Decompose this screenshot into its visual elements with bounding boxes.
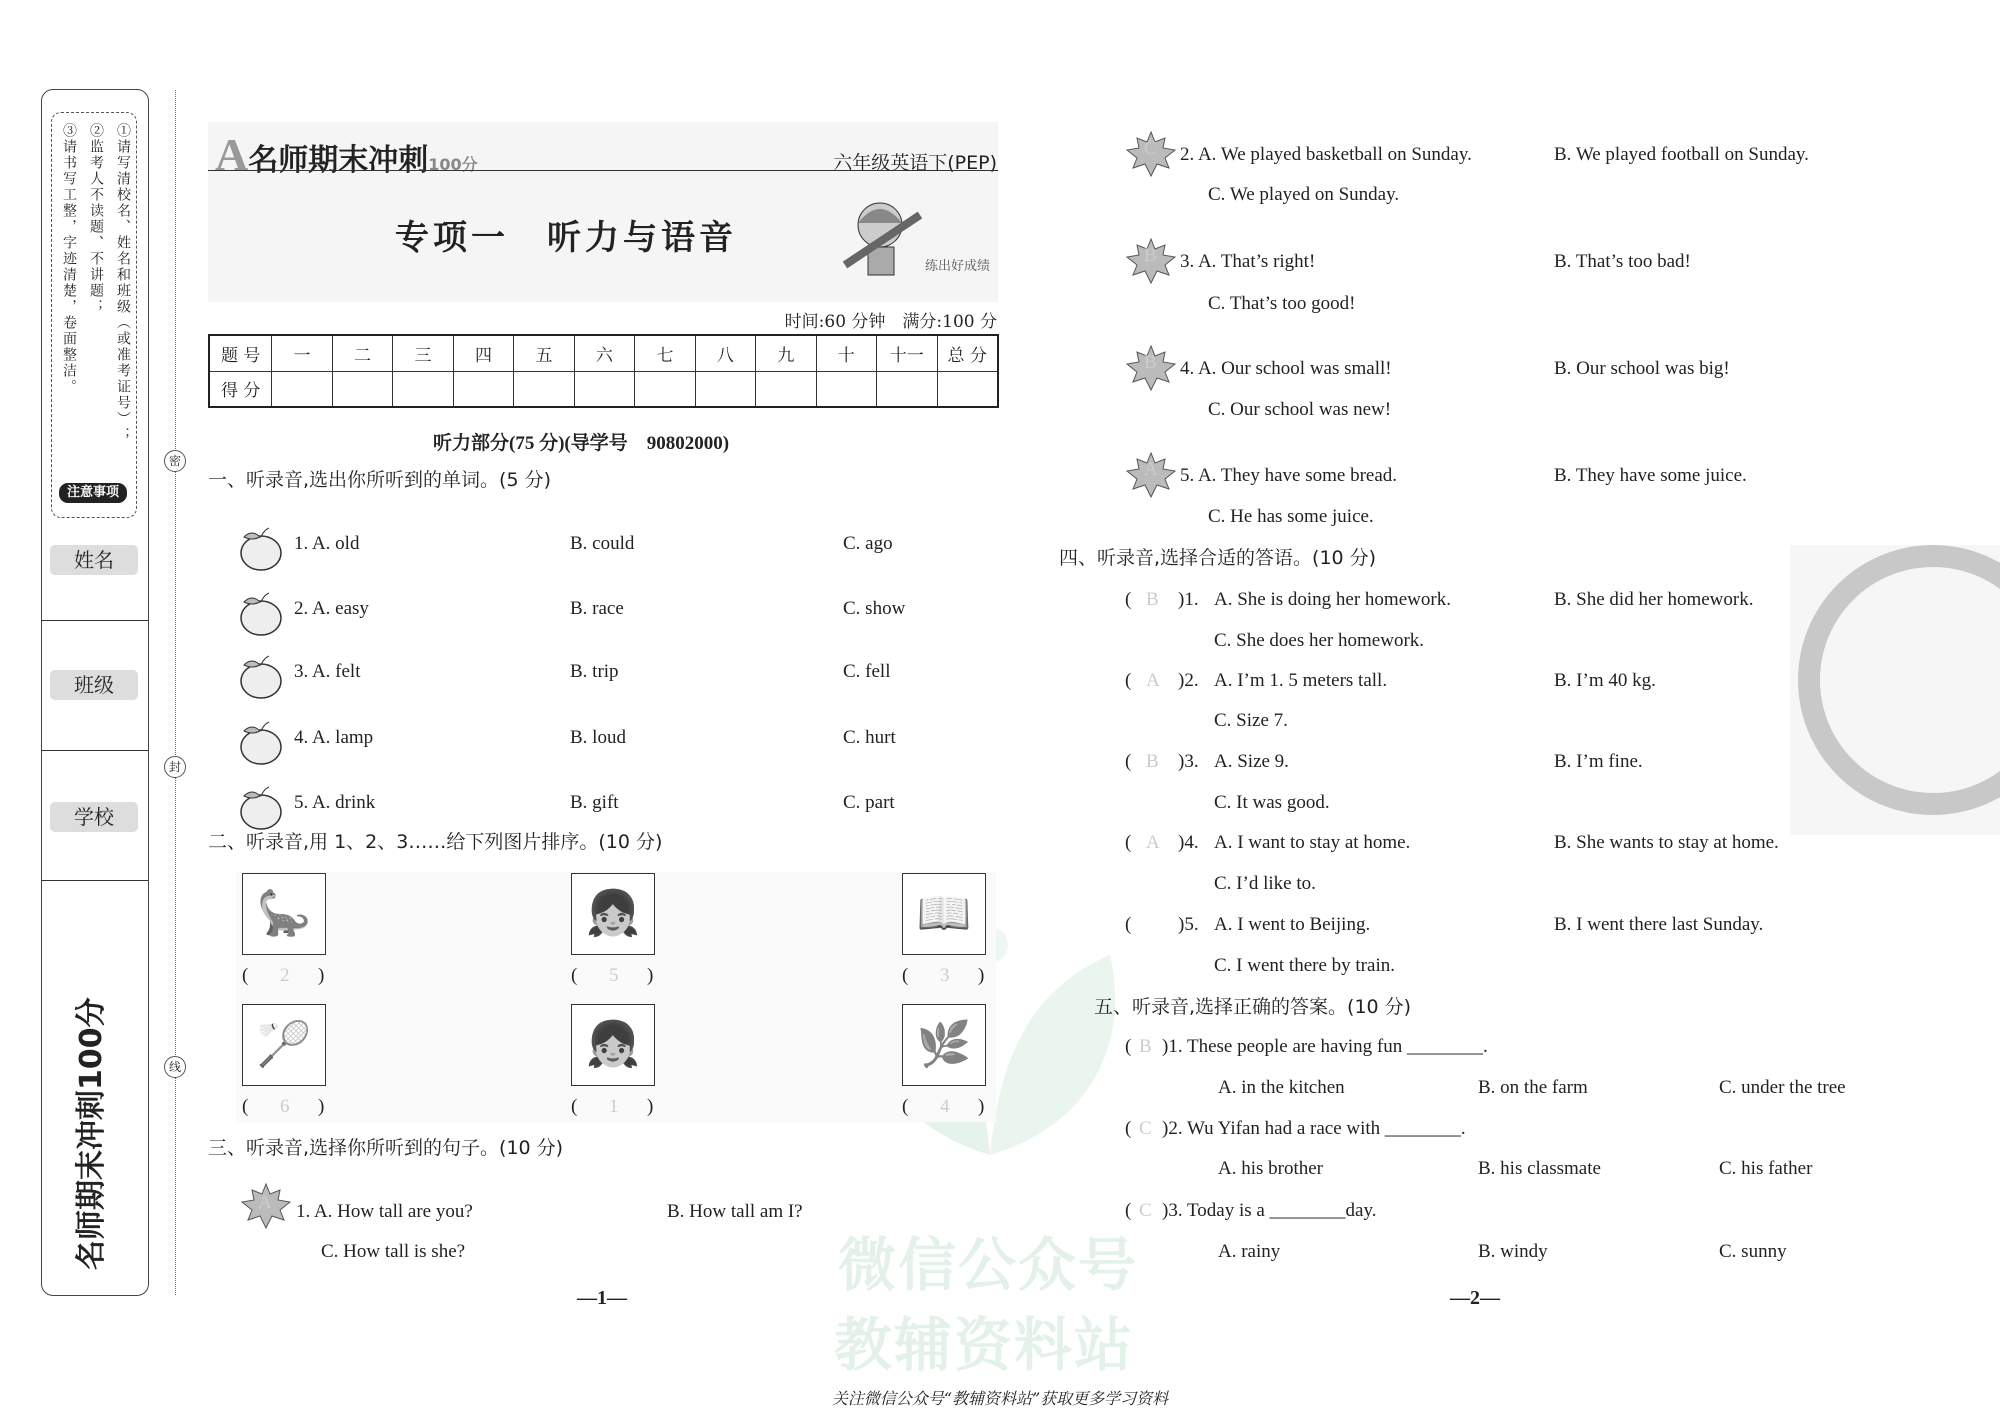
score-table-header-cell: 题 号 <box>209 335 272 371</box>
brand-logo: A名师期末冲刺100分 <box>215 129 478 180</box>
paren-close: ) <box>647 1096 654 1117</box>
score-cell[interactable] <box>514 371 574 407</box>
part4-option-a: A. I want to stay at home. <box>1214 832 1411 853</box>
order-answer-field[interactable]: 2 <box>280 965 290 986</box>
score-table-header-cell: 九 <box>756 335 816 371</box>
question-number: )4. <box>1178 832 1199 853</box>
girl-washing-picture: 👧 <box>571 873 655 955</box>
score-table-header-cell: 六 <box>574 335 634 371</box>
part3-option-b: B. We played football on Sunday. <box>1554 144 1809 165</box>
order-answer-field[interactable]: 3 <box>940 965 950 986</box>
paren-close: ) <box>647 965 654 986</box>
watermark-text-site: 教辅资料站 <box>834 1311 1135 1379</box>
part3-option-c: C. Our school was new! <box>1208 399 1392 420</box>
paren-open: ( <box>1125 670 1132 691</box>
apple-icon <box>238 719 284 765</box>
part1-option-b: B. gift <box>570 792 619 813</box>
score-table-score-row <box>209 371 998 407</box>
part4-option-b: B. I went there last Sunday. <box>1554 914 1764 935</box>
part4-option-c: C. I’d like to. <box>1214 873 1316 894</box>
part3-option-b: B. How tall am I? <box>667 1201 803 1222</box>
part3-option-a: 3. A. That’s right! <box>1180 251 1316 272</box>
part3-option-a: 1. A. How tall are you? <box>296 1201 473 1222</box>
paren-open: ( <box>571 1096 578 1117</box>
part4-option-c: C. She does her homework. <box>1214 630 1425 651</box>
notice-line-1: ①请写清校名、姓名和班级（或准考证号）； <box>115 123 131 443</box>
class-field-label: 班级 <box>50 670 138 700</box>
score-cell[interactable] <box>816 371 876 407</box>
answer-field-4-4[interactable]: A <box>1146 832 1160 853</box>
answer-field-5-1[interactable]: B <box>1139 1036 1152 1057</box>
part1-option-a: 2. A. easy <box>294 598 369 619</box>
part4-option-b: B. She wants to stay at home. <box>1554 832 1779 853</box>
part5-option-a: A. his brother <box>1218 1158 1324 1179</box>
paren-open: ( <box>902 965 909 986</box>
part4-option-a: A. I went to Beijing. <box>1214 914 1371 935</box>
paren-open: ( <box>1125 751 1132 772</box>
binding-sidebar <box>41 89 149 1296</box>
score-cell[interactable] <box>695 371 755 407</box>
paren-open: ( <box>902 1096 909 1117</box>
part5-option-b: B. his classmate <box>1478 1158 1601 1179</box>
part3-option-c: C. That’s too good! <box>1208 293 1356 314</box>
part3-option-b: B. That’s too bad! <box>1554 251 1691 272</box>
order-answer-field[interactable]: 1 <box>609 1096 619 1117</box>
part1-option-c: C. ago <box>843 533 893 554</box>
part5-option-c: C. sunny <box>1719 1241 1787 1262</box>
part4-option-c: C. I went there by train. <box>1214 955 1395 976</box>
paren-close: ) <box>978 1096 985 1117</box>
answer-field-3-4: B <box>1144 352 1157 373</box>
part5-option-a: A. rainy <box>1218 1241 1281 1262</box>
part4-option-c: C. Size 7. <box>1214 710 1288 731</box>
score-cell[interactable] <box>272 371 332 407</box>
score-table-header-cell: 十一 <box>877 335 937 371</box>
footer-note: 关注微信公众号“教辅资料站”获取更多学习资料 <box>831 1389 1169 1408</box>
paren-open: ( <box>1125 1118 1132 1139</box>
seal-xian: 线 <box>164 1056 186 1078</box>
notice-line-3: ③请书写工整，字迹清楚，卷面整洁。 <box>61 123 77 395</box>
paren-close: ) <box>318 965 325 986</box>
paren-open: ( <box>1125 589 1132 610</box>
part4-option-a: A. Size 9. <box>1214 751 1289 772</box>
order-answer-field[interactable]: 6 <box>280 1096 290 1117</box>
score-table-header-cell: 三 <box>393 335 453 371</box>
brand-score: 100分 <box>428 155 478 174</box>
part1-option-a: 4. A. lamp <box>294 727 374 748</box>
part1-option-c: C. fell <box>843 661 891 682</box>
part1-option-b: B. could <box>570 533 635 554</box>
score-table-header-cell: 十 <box>816 335 876 371</box>
part5-question: )3. Today is a ________day. <box>1162 1200 1377 1221</box>
part1-option-c: C. hurt <box>843 727 896 748</box>
part4-option-b: B. I’m fine. <box>1554 751 1643 772</box>
time-and-score-info: 时间:60 分钟 满分:100 分 <box>784 312 997 332</box>
name-field-label: 姓名 <box>50 545 138 575</box>
score-cell[interactable] <box>332 371 392 407</box>
part5-option-c: C. under the tree <box>1719 1077 1846 1098</box>
part3-option-c: C. He has some juice. <box>1208 506 1374 527</box>
part2-heading: 二、听录音,用 1、2、3……给下列图片排序。(10 分) <box>208 831 663 853</box>
part3-option-a: 5. A. They have some bread. <box>1180 465 1398 486</box>
part5-question: )1. These people are having fun ________. <box>1162 1036 1488 1057</box>
seal-mi: 密 <box>164 450 186 472</box>
part3-option-c: C. We played on Sunday. <box>1208 184 1400 205</box>
part5-option-a: A. in the kitchen <box>1218 1077 1345 1098</box>
part1-option-b: B. loud <box>570 727 626 748</box>
part4-heading: 四、听录音,选择合适的答语。(10 分) <box>1059 547 1377 569</box>
brand-name: 名师期末冲刺 <box>248 143 429 178</box>
paren-open: ( <box>242 1096 249 1117</box>
answer-field-4-1[interactable]: B <box>1146 589 1159 610</box>
apple-icon <box>238 525 284 571</box>
score-table-header-cell: 五 <box>514 335 574 371</box>
answer-field-4-3[interactable]: B <box>1146 751 1159 772</box>
score-table-header-cell: 二 <box>332 335 392 371</box>
score-cell[interactable] <box>453 371 513 407</box>
answer-field-3-5: A <box>1144 459 1158 480</box>
apple-icon <box>238 590 284 636</box>
part5-option-b: B. windy <box>1478 1241 1548 1262</box>
score-cell[interactable] <box>877 371 937 407</box>
question-number: )2. <box>1178 670 1199 691</box>
part3-option-c: C. How tall is she? <box>321 1241 466 1262</box>
order-answer-field[interactable]: 5 <box>609 965 619 986</box>
notice-title: 注意事项 <box>59 483 127 503</box>
part5-question: )2. Wu Yifan had a race with ________. <box>1162 1118 1466 1139</box>
mascot-slogan: 练出好成绩 <box>925 259 991 274</box>
score-table-header-cell: 总 分 <box>937 335 998 371</box>
score-cell[interactable] <box>393 371 453 407</box>
seal-feng: 封 <box>164 756 186 778</box>
page-title: 专项一 听力与语音 <box>395 218 737 258</box>
sidebar-brand-logo: 名师期末冲刺100分 <box>74 997 109 1270</box>
part1-heading: 一、听录音,选出你所听到的单词。(5 分) <box>208 469 551 491</box>
paren-open: ( <box>1125 1200 1132 1221</box>
part1-option-a: 3. A. felt <box>294 661 361 682</box>
score-label: 得 分 <box>209 371 272 407</box>
part5-option-b: B. on the farm <box>1478 1077 1588 1098</box>
part4-option-b: B. I’m 40 kg. <box>1554 670 1656 691</box>
paren-open: ( <box>1125 1036 1132 1057</box>
watermark-text-wechat: 微信公众号 <box>838 1231 1139 1299</box>
part4-option-a: A. She is doing her homework. <box>1214 589 1451 610</box>
paren-open: ( <box>571 965 578 986</box>
answer-field-5-2[interactable]: C <box>1139 1118 1152 1139</box>
part3-option-b: B. They have some juice. <box>1554 465 1747 486</box>
score-cell[interactable] <box>756 371 816 407</box>
answer-field-3-2: C <box>1144 138 1157 159</box>
part4-option-a: A. I’m 1. 5 meters tall. <box>1214 670 1388 691</box>
part3-heading: 三、听录音,选择你所听到的句子。(10 分) <box>208 1137 564 1159</box>
answer-field-3-1: A <box>258 1192 272 1213</box>
score-table-header-cell: 七 <box>635 335 695 371</box>
notice-line-2: ②监考人不读题、不讲题； <box>88 123 104 315</box>
score-table-header-row <box>209 335 998 371</box>
page-number-2: —2— <box>1450 1287 1500 1309</box>
part1-option-b: B. race <box>570 598 624 619</box>
mascot-icon <box>840 195 930 290</box>
order-answer-field[interactable]: 4 <box>940 1096 950 1117</box>
girl-eating-picture: 👧 <box>571 1004 655 1086</box>
part1-option-a: 1. A. old <box>294 533 360 554</box>
score-cell[interactable] <box>937 371 998 407</box>
notice-box <box>51 112 137 518</box>
listening-section-header: 听力部分(75 分)(导学号 90802000) <box>433 433 730 454</box>
paren-open: ( <box>242 965 249 986</box>
answer-field-3-3: B <box>1144 245 1157 266</box>
paren-open: ( <box>1125 832 1132 853</box>
part3-option-a: 2. A. We played basketball on Sunday. <box>1180 144 1472 165</box>
question-number: )1. <box>1178 589 1199 610</box>
answer-field-5-3[interactable]: C <box>1139 1200 1152 1221</box>
apple-icon <box>238 653 284 699</box>
watermark-stamp <box>1790 545 2000 835</box>
part3-option-b: B. Our school was big! <box>1554 358 1730 379</box>
score-cell[interactable] <box>574 371 634 407</box>
apple-icon <box>238 784 284 830</box>
score-table-header-cell: 一 <box>272 335 332 371</box>
score-cell[interactable] <box>635 371 695 407</box>
score-table <box>208 334 999 408</box>
grade-subject: 六年级英语下(PEP) <box>833 152 997 174</box>
part4-option-b: B. She did her homework. <box>1554 589 1754 610</box>
paren-open: ( <box>1125 914 1132 935</box>
answer-field-4-2[interactable]: A <box>1146 670 1160 691</box>
part5-heading: 五、听录音,选择正确的答案。(10 分) <box>1094 996 1412 1018</box>
question-number: )3. <box>1178 751 1199 772</box>
boy-reading-picture: 📖 <box>902 873 986 955</box>
score-table-header-cell: 四 <box>453 335 513 371</box>
part1-option-b: B. trip <box>570 661 619 682</box>
part3-option-a: 4. A. Our school was small! <box>1180 358 1392 379</box>
part1-option-c: C. part <box>843 792 895 813</box>
part1-option-c: C. show <box>843 598 906 619</box>
score-table-header-cell: 八 <box>695 335 755 371</box>
shuttlecock-picture: 🏸 <box>242 1004 326 1086</box>
page-number-1: —1— <box>577 1287 627 1309</box>
part4-option-c: C. It was good. <box>1214 792 1330 813</box>
dinosaur-picture: 🦕 <box>242 873 326 955</box>
paren-close: ) <box>978 965 985 986</box>
cut-line <box>175 90 176 1295</box>
part5-option-c: C. his father <box>1719 1158 1813 1179</box>
part1-option-a: 5. A. drink <box>294 792 376 813</box>
question-number: )5. <box>1178 914 1199 935</box>
paren-close: ) <box>318 1096 325 1117</box>
plant-picture: 🌿 <box>902 1004 986 1086</box>
school-field-label: 学校 <box>50 802 138 832</box>
